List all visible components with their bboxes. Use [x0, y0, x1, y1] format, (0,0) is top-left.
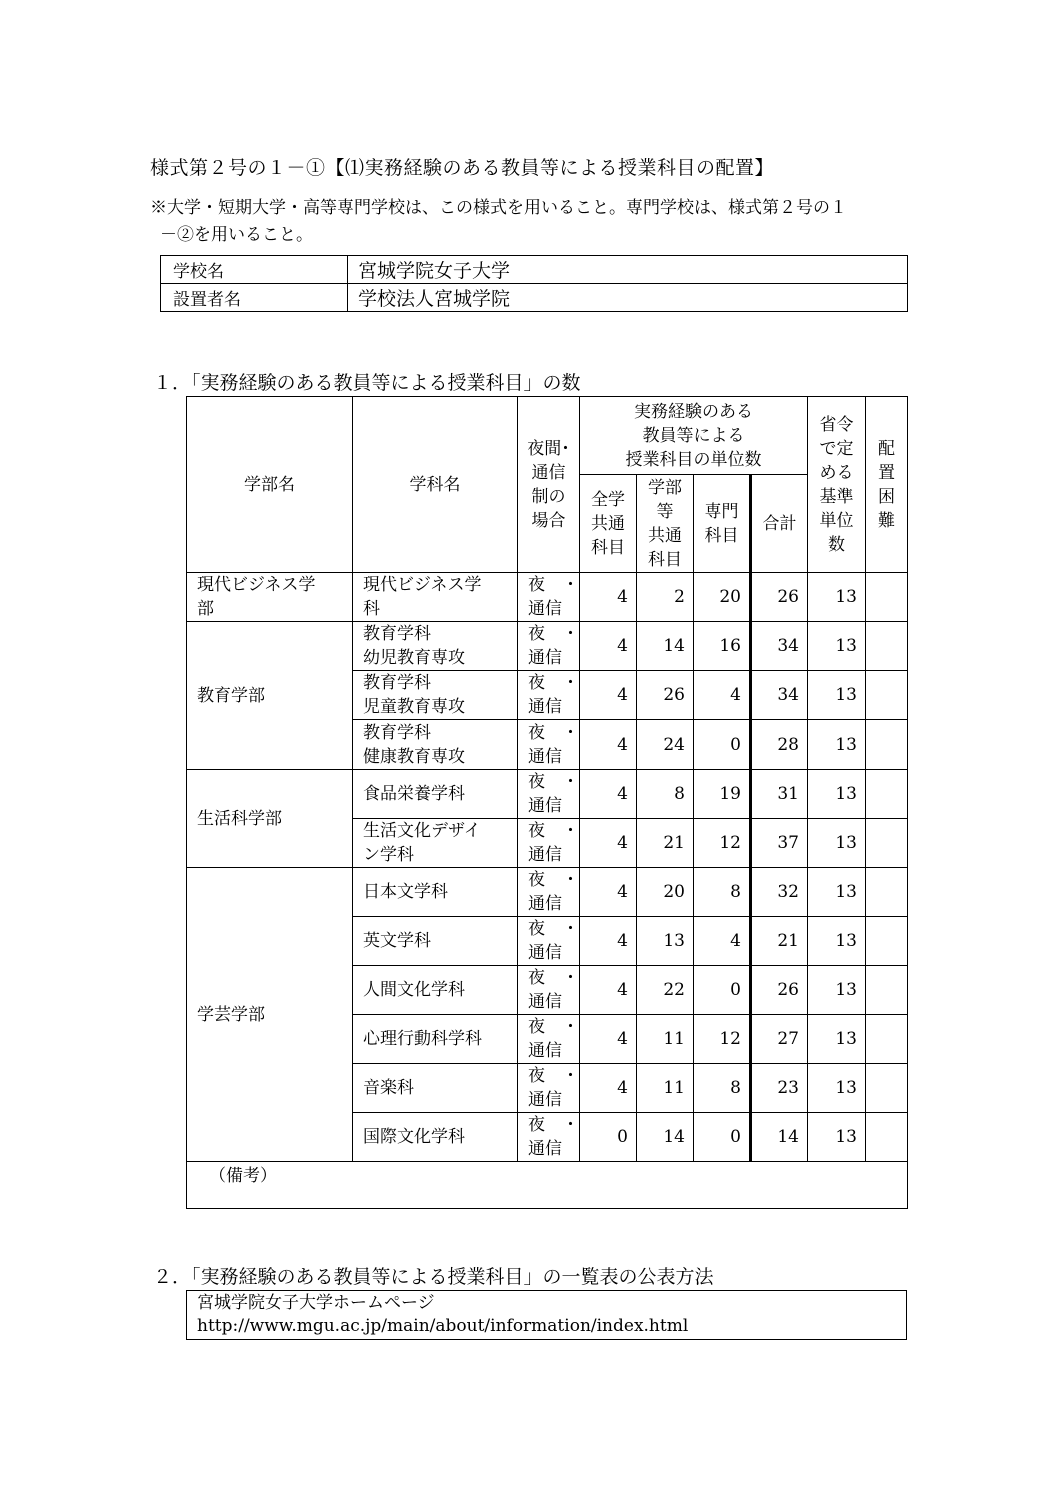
- faculty-name-line-1: 現代ビジネス学: [197, 575, 316, 595]
- department-cell: [353, 622, 518, 671]
- night-cell: [518, 966, 580, 1015]
- standard-units-value: 13: [808, 720, 866, 770]
- faculty-common-value: 2: [637, 573, 694, 622]
- department-line-2: ン学科: [363, 845, 414, 865]
- form-title: 様式第２号の１－①【⑴実務経験のある教員等による授業科目の配置】: [150, 157, 775, 179]
- difficulty-cell: [866, 868, 908, 917]
- course-count-table: [186, 396, 908, 1209]
- all-common-value: 4: [580, 917, 637, 966]
- department-line-1: 生活文化デザイ: [363, 821, 481, 841]
- all-common-value: 4: [580, 966, 637, 1015]
- night-line-2: 通信: [528, 648, 562, 668]
- night-cell: [518, 573, 580, 622]
- all-common-line-2: 共通: [591, 513, 625, 534]
- faculty-common-value: 13: [637, 917, 694, 966]
- faculty-cell: [187, 573, 353, 622]
- night-cell: [518, 720, 580, 770]
- total-value: 28: [751, 720, 808, 770]
- faculty-common-value: 14: [637, 622, 694, 671]
- department-line-1: 教育学科: [363, 624, 431, 644]
- total-value: 26: [751, 966, 808, 1015]
- night-line-1: 夜 ・: [528, 821, 579, 841]
- night-cell: [518, 917, 580, 966]
- difficulty-header-line-1: 配: [878, 438, 895, 459]
- total-value: 34: [751, 622, 808, 671]
- all-common-value: 4: [580, 720, 637, 770]
- standard-units-value: 13: [808, 1064, 866, 1113]
- units-header-line-2: 教員等による: [642, 425, 745, 446]
- all-common-value: 4: [580, 868, 637, 917]
- night-line-1: 夜 ・: [528, 722, 579, 743]
- department-line-2: 幼児教育専攻: [363, 648, 465, 668]
- night-header: [518, 397, 580, 573]
- total-value: 32: [751, 868, 808, 917]
- night-line-2: 通信: [528, 697, 562, 717]
- specialized-value: 0: [694, 1113, 751, 1162]
- night-line-2: 通信: [528, 943, 562, 963]
- units-header: [580, 397, 808, 475]
- faculty-common-line-3: 共通: [648, 525, 682, 546]
- table-row: [187, 573, 908, 622]
- all-common-value: 4: [580, 1064, 637, 1113]
- all-common-value: 4: [580, 622, 637, 671]
- difficulty-cell: [866, 622, 908, 671]
- standard-header-line-1: 省令: [819, 414, 854, 435]
- night-cell: [518, 868, 580, 917]
- founder-label: 設置者名: [161, 284, 348, 312]
- specialized-value: 0: [694, 966, 751, 1015]
- difficulty-cell: [866, 819, 908, 868]
- school-name-value: 宮城学院女子大学: [348, 256, 908, 284]
- publication-method-table: [186, 1290, 907, 1340]
- faculty-common-header: [637, 475, 694, 573]
- difficulty-cell: [866, 1015, 908, 1064]
- section1-heading: １．「実務経験のある教員等による授業科目」の数: [153, 372, 581, 394]
- department-cell: 人間文化学科: [353, 966, 518, 1015]
- night-line-1: 夜 ・: [528, 1115, 579, 1135]
- difficulty-header-line-2: 置: [878, 462, 895, 483]
- difficulty-header-line-4: 難: [878, 510, 895, 531]
- department-line-1: 現代ビジネス学: [363, 575, 482, 595]
- standard-header-line-6: 数: [828, 534, 845, 555]
- faculty-cell: 教育学部: [187, 622, 353, 770]
- header-row-1: [187, 397, 908, 475]
- night-header-line-2: 通信: [531, 462, 566, 483]
- standard-units-header: [808, 397, 866, 573]
- department-cell: [353, 819, 518, 868]
- table-row: [187, 868, 908, 917]
- standard-units-value: 13: [808, 819, 866, 868]
- specialized-value: 19: [694, 770, 751, 819]
- faculty-common-value: 14: [637, 1113, 694, 1162]
- faculty-common-value: 8: [637, 770, 694, 819]
- specialized-value: 12: [694, 819, 751, 868]
- night-line-2: 通信: [528, 894, 562, 914]
- difficulty-cell: [866, 720, 908, 770]
- all-common-value: 4: [580, 1015, 637, 1064]
- department-cell: 食品栄養学科: [353, 770, 518, 819]
- night-line-2: 通信: [528, 1090, 562, 1110]
- remarks-cell: （備考）: [187, 1162, 908, 1209]
- night-line-1: 夜 ・: [528, 919, 579, 939]
- specialized-value: 4: [694, 671, 751, 720]
- night-line-1: 夜 ・: [528, 624, 579, 644]
- school-info-table: [160, 255, 908, 312]
- publication-method-cell: [187, 1291, 907, 1340]
- units-header-line-3: 授業科目の単位数: [625, 449, 762, 470]
- all-common-line-3: 科目: [591, 537, 625, 558]
- table-row: [187, 770, 908, 819]
- department-cell: [353, 720, 518, 770]
- night-cell: [518, 819, 580, 868]
- standard-units-value: 13: [808, 1015, 866, 1064]
- department-cell: [353, 671, 518, 720]
- night-line-1: 夜 ・: [528, 673, 579, 693]
- night-line-1: 夜 ・: [528, 1066, 579, 1086]
- department-line-2: 健康教育専攻: [363, 746, 465, 767]
- night-line-2: 通信: [528, 845, 562, 865]
- faculty-common-line-2: 等: [656, 501, 674, 522]
- night-line-2: 通信: [528, 746, 562, 767]
- night-line-2: 通信: [528, 992, 562, 1012]
- difficulty-cell: [866, 573, 908, 622]
- faculty-header: 学部名: [187, 397, 353, 573]
- total-value: 26: [751, 573, 808, 622]
- department-cell: [353, 573, 518, 622]
- night-header-line-3: 制の: [531, 486, 566, 507]
- difficulty-header-line-3: 困: [878, 486, 895, 507]
- note-line-2: －②を用いること。: [160, 225, 313, 245]
- standard-header-line-2: で定: [819, 438, 854, 459]
- all-common-value: 4: [580, 573, 637, 622]
- publication-url: http://www.mgu.ac.jp/main/about/information/index.html: [197, 1316, 689, 1336]
- faculty-common-value: 11: [637, 1015, 694, 1064]
- department-cell: 日本文学科: [353, 868, 518, 917]
- faculty-common-value: 24: [637, 720, 694, 770]
- night-line-1: 夜 ・: [528, 870, 579, 890]
- all-common-line-1: 全学: [591, 489, 625, 510]
- night-header-line-1: 夜間･: [527, 438, 570, 459]
- faculty-common-value: 20: [637, 868, 694, 917]
- note-line-1: ※大学・短期大学・高等専門学校は、この様式を用いること。専門学校は、様式第２号の１: [150, 198, 847, 218]
- standard-units-value: 13: [808, 770, 866, 819]
- total-value: 23: [751, 1064, 808, 1113]
- night-header-line-4: 場合: [531, 510, 566, 531]
- faculty-common-line-1: 学部: [648, 477, 682, 498]
- standard-units-value: 13: [808, 1113, 866, 1162]
- night-line-1: 夜 ・: [528, 1017, 579, 1037]
- night-line-1: 夜 ・: [528, 968, 579, 988]
- night-line-2: 通信: [528, 796, 562, 816]
- department-line-1: 教育学科: [363, 673, 431, 693]
- faculty-cell: 生活科学部: [187, 770, 353, 868]
- table-row: [187, 622, 908, 671]
- specialized-value: 4: [694, 917, 751, 966]
- total-value: 21: [751, 917, 808, 966]
- department-header: 学科名: [353, 397, 518, 573]
- specialized-value: 8: [694, 868, 751, 917]
- difficulty-cell: [866, 917, 908, 966]
- night-line-2: 通信: [528, 1139, 562, 1159]
- total-value: 31: [751, 770, 808, 819]
- founder-value: 学校法人宮城学院: [348, 284, 908, 312]
- total-value: 27: [751, 1015, 808, 1064]
- department-line-2: 児童教育専攻: [363, 697, 465, 717]
- specialized-header: [694, 475, 751, 573]
- specialized-value: 0: [694, 720, 751, 770]
- faculty-common-value: 22: [637, 966, 694, 1015]
- standard-units-value: 13: [808, 573, 866, 622]
- section2-heading: ２．「実務経験のある教員等による授業科目」の一覧表の公表方法: [153, 1266, 714, 1288]
- standard-units-value: 13: [808, 917, 866, 966]
- all-common-value: 4: [580, 671, 637, 720]
- faculty-common-value: 21: [637, 819, 694, 868]
- publication-line-1: 宮城学院女子大学ホームページ: [197, 1293, 435, 1313]
- night-cell: [518, 1015, 580, 1064]
- specialized-value: 20: [694, 573, 751, 622]
- standard-units-value: 13: [808, 966, 866, 1015]
- difficulty-cell: [866, 1064, 908, 1113]
- all-common-value: 4: [580, 770, 637, 819]
- department-cell: 英文学科: [353, 917, 518, 966]
- difficulty-cell: [866, 770, 908, 819]
- standard-units-value: 13: [808, 622, 866, 671]
- standard-units-value: 13: [808, 671, 866, 720]
- all-common-value: 0: [580, 1113, 637, 1162]
- standard-header-line-5: 単位: [819, 510, 854, 531]
- founder-row: [161, 284, 908, 312]
- department-cell: 音楽科: [353, 1064, 518, 1113]
- faculty-common-line-4: 科目: [648, 549, 682, 570]
- faculty-name-line-2: 部: [197, 599, 214, 619]
- difficulty-cell: [866, 1113, 908, 1162]
- specialized-value: 16: [694, 622, 751, 671]
- remarks-row: [187, 1162, 908, 1209]
- night-line-1: 夜 ・: [528, 772, 579, 792]
- department-line-2: 科: [363, 599, 380, 619]
- specialized-value: 8: [694, 1064, 751, 1113]
- night-line-1: 夜 ・: [528, 575, 579, 595]
- standard-units-value: 13: [808, 868, 866, 917]
- department-cell: 国際文化学科: [353, 1113, 518, 1162]
- night-cell: [518, 770, 580, 819]
- difficulty-cell: [866, 966, 908, 1015]
- total-value: 37: [751, 819, 808, 868]
- night-line-2: 通信: [528, 599, 562, 619]
- faculty-common-value: 26: [637, 671, 694, 720]
- total-header: 合計: [751, 475, 808, 573]
- placement-difficulty-header: [866, 397, 908, 573]
- total-value: 34: [751, 671, 808, 720]
- night-cell: [518, 671, 580, 720]
- department-line-1: 教育学科: [363, 722, 431, 743]
- night-line-2: 通信: [528, 1041, 562, 1061]
- all-common-header: [580, 475, 637, 573]
- school-name-label: 学校名: [161, 256, 348, 284]
- faculty-common-value: 11: [637, 1064, 694, 1113]
- standard-header-line-4: 基準: [819, 486, 854, 507]
- department-cell: 心理行動科学科: [353, 1015, 518, 1064]
- difficulty-cell: [866, 671, 908, 720]
- units-header-line-1: 実務経験のある: [634, 401, 753, 422]
- night-cell: [518, 1064, 580, 1113]
- specialized-line-2: 科目: [704, 525, 739, 546]
- all-common-value: 4: [580, 819, 637, 868]
- specialized-line-1: 専門: [704, 501, 739, 522]
- night-cell: [518, 622, 580, 671]
- specialized-value: 12: [694, 1015, 751, 1064]
- night-cell: [518, 1113, 580, 1162]
- faculty-cell: 学芸学部: [187, 868, 353, 1162]
- total-value: 14: [751, 1113, 808, 1162]
- school-name-row: [161, 256, 908, 284]
- standard-header-line-3: める: [819, 462, 854, 483]
